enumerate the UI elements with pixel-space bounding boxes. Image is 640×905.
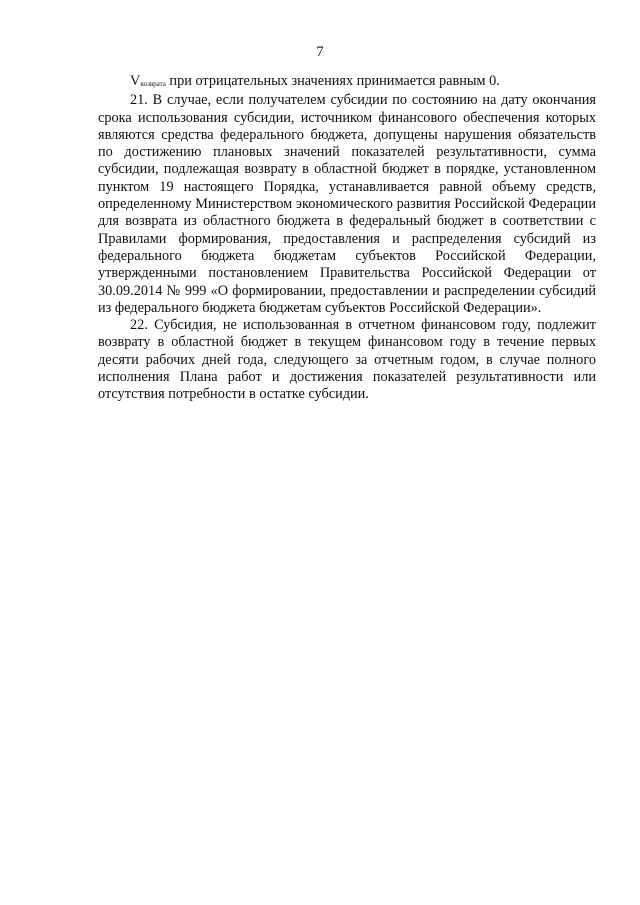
document-body bbox=[98, 73, 596, 404]
paragraph-v-return bbox=[98, 73, 596, 92]
variable-symbol: V bbox=[130, 73, 141, 89]
page-number: 7 bbox=[316, 44, 324, 60]
paragraph-22: 22. Субсидия, не использованная в отчетном финансовом году, подлежит возврату в областной бюджет в текущем финансовом году в течение первых десяти рабочих дней года, следующего за отчетным годом, в случае полного исполнения Плана работ и достижения показателей результативности или отсутствия потребности в остатке субсидии. bbox=[98, 317, 596, 403]
variable-subscript: возврата bbox=[140, 80, 166, 88]
paragraph-text: при отрицательных значениях принимается равным 0. bbox=[165, 73, 500, 89]
paragraph-21: 21. В случае, если получателем субсидии по состоянию на дату окончания срока использования субсидии, источником финансового обеспечения которых являются средства федерального бюджета, допущены нарушения обязательств по достижению плановых значений показателей результативности, сумма субсидии, подлежащая возврату в областной бюджет в порядке, установленном пунктом 19 настоящего Порядка, устанавливается равной объему средств, определенному Министерством экономического развития Российской Федерации для возврата из областного бюджета в федеральный бюджет в соответствии с Правилами формирования, предоставления и распределения субсидий из федерального бюджета бюджетам субъектов Российской Федерации, утвержденными постановлением Правительства Российской Федерации от 30.09.2014 № 999 «О формировании, предоставлении и распределении субсидий из федерального бюджета бюджетам субъектов Российской Федерации». bbox=[98, 92, 596, 316]
